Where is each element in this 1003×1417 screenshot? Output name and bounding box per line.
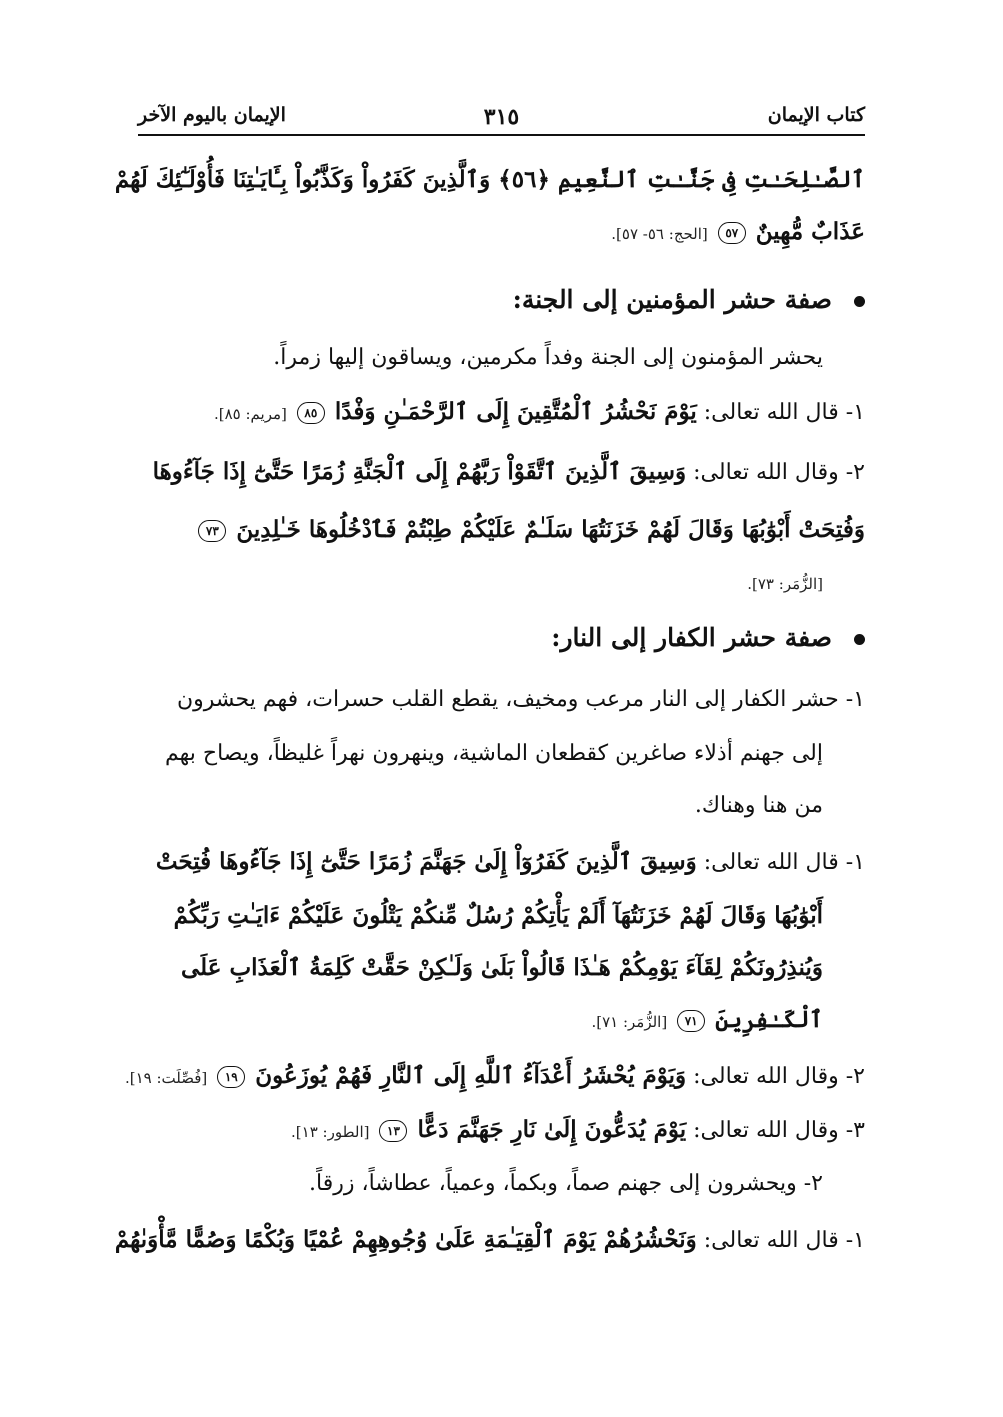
citation: [مريم: ٨٥]. <box>213 405 287 423</box>
quote-intro: ٢- وقال الله تعالى: <box>693 1064 865 1089</box>
ayah-number: ١٣ <box>379 1120 407 1142</box>
quran-text: يَوْمَ نَحْشُرُ ٱلْمُتَّقِينَ إِلَى ٱلرَّحْمَـٰنِ وَفْدًا <box>334 398 697 425</box>
quran-text: وَيَوْمَ يُحْشَرُ أَعْدَآءُ ٱللَّهِ إِلَى ٱلنَّارِ فَهُمْ يُوزَعُونَ <box>255 1062 687 1089</box>
quran-line: أَبْوَٰبُهَا وَقَالَ لَهُمْ خَزَنَتُهَآ أَلَمْ يَأْتِكُمْ رُسُلٌ مِّنكُمْ يَتْلُونَ عَلَيْكُمْ ءَايَـٰتِ رَبِّكُمْ <box>173 902 823 929</box>
quote-intro: ١- قال الله تعالى: <box>703 1228 865 1253</box>
ayah-number: ٧١ <box>677 1010 705 1032</box>
ayah-number: ٥٧ <box>718 222 746 244</box>
quran-text: وَنَحْشُرُهُمْ يَوْمَ ٱلْقِيَـٰمَةِ عَلَىٰ وُجُوهِهِمْ عُمْيًا وَبُكْمًا وَصُمًّا مَّأْوَىٰهُمْ <box>114 1226 697 1253</box>
quran-line-end <box>611 212 865 254</box>
running-header <box>138 100 865 136</box>
section-heading <box>513 280 865 320</box>
quote-intro: ٣- وقال الله تعالى: <box>693 1118 865 1143</box>
paragraph: ٢- ويحشرون إلى جهنم صماً، وبكماً، وعمياً، عطاشاً، زرقاً. <box>309 1171 823 1196</box>
quran-line: وَيُنذِرُونَكُمْ لِقَآءَ يَوْمِكُمْ هَـٰذَا قَالُواْ بَلَىٰ وَلَـٰكِنْ حَقَّتْ كَلِمَةُ ٱلْعَذَابِ عَلَى <box>181 954 823 981</box>
quran-text: يَوْمَ يُدَعُّونَ إِلَىٰ نَارِ جَهَنَّمَ دَعًّا <box>417 1116 687 1143</box>
quran-text: وَفُتِحَتْ أَبْوَٰبُهَا وَقَالَ لَهُمْ خَزَنَتُهَا سَلَـٰمٌ عَلَيْكُمْ طِبْتُمْ فَٱدْخُلُوهَا خَـٰلِدِينَ <box>236 516 865 543</box>
paragraph-line: من هنا وهناك. <box>694 793 823 818</box>
quote-intro: ١- قال الله تعالى: <box>703 850 865 875</box>
quran-line: ٱلصَّـٰلِحَـٰتِ فِى جَنَّـٰتِ ٱلنَّعِيمِ ﴿٥٦﴾ وَٱلَّذِينَ كَفَرُواْ وَكَذَّبُواْ بِـَٔايَـٰتِنَا فَأُوْلَـٰٓئِكَ لَهُمْ <box>114 166 865 193</box>
quran-quote-cont <box>195 510 865 551</box>
quran-text: وَسِيقَ ٱلَّذِينَ كَفَرُوٓاْ إِلَىٰ جَهَنَّمَ زُمَرًا حَتَّىٰٓ إِذَا جَآءُوهَا فُتِحَتْ <box>155 848 697 875</box>
chapter-title: الإيمان باليوم الآخر <box>138 104 286 126</box>
quran-quote <box>115 1220 865 1261</box>
paragraph-line: إلى جهنم أذلاء صاغرين كقطعان الماشية، وينهرون نهراً غليظاً، ويصاح بهم <box>164 741 823 766</box>
quran-quote <box>153 452 865 493</box>
citation: [الطور: ١٣]. <box>291 1123 370 1141</box>
citation: [فُصِّلَت: ١٩]. <box>124 1069 208 1087</box>
citation: [الزُّمَر: ٧١]. <box>591 1013 668 1031</box>
quran-quote <box>291 1110 865 1152</box>
page-number: ٣١٥ <box>483 104 520 130</box>
citation: [الزُّمَر: ٧٣]. <box>747 575 823 593</box>
ayah-number: ٧٣ <box>198 520 226 542</box>
quran-quote-end <box>591 1000 823 1042</box>
quran-quote <box>214 392 865 434</box>
ayah-number: ١٩ <box>217 1066 245 1088</box>
section-heading <box>551 618 865 658</box>
citation: [الحج: ٥٦- ٥٧]. <box>611 225 708 243</box>
bullet-icon <box>854 634 865 645</box>
quran-text: عَذَابٌ مُّهِينٌ <box>755 218 865 245</box>
quran-quote <box>156 842 865 883</box>
quote-intro: ٢- وقال الله تعالى: <box>693 460 865 485</box>
book-title: كتاب الإيمان <box>767 104 865 126</box>
heading-text: صفة حشر الكفار إلى النار: <box>551 623 832 652</box>
quran-text: ٱلْكَـٰفِرِينَ <box>715 1006 823 1033</box>
heading-text: صفة حشر المؤمنين إلى الجنة: <box>512 285 832 314</box>
quran-quote <box>125 1056 865 1098</box>
quran-text: وَسِيقَ ٱلَّذِينَ ٱتَّقَوْاْ رَبَّهُمْ إِلَى ٱلْجَنَّةِ زُمَرًا حَتَّىٰٓ إِذَا جَآءُوهَا <box>152 458 687 485</box>
ayah-number: ٨٥ <box>297 402 325 424</box>
paragraph: يحشر المؤمنون إلى الجنة وفداً مكرمين، ويساقون إليها زمراً. <box>273 345 823 370</box>
paragraph-line: ١- حشر الكفار إلى النار مرعب ومخيف، يقطع القلب حسرات، فهم يحشرون <box>177 687 865 712</box>
quote-intro: ١- قال الله تعالى: <box>703 400 865 425</box>
bullet-icon <box>854 296 865 307</box>
